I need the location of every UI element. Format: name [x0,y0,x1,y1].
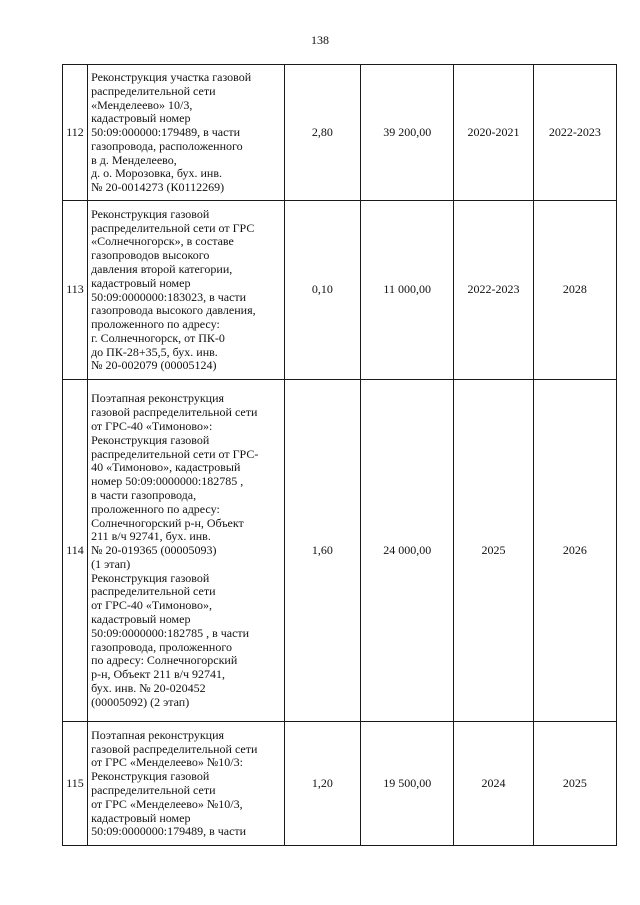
cost-cell: 19 500,00 [361,722,454,846]
object-name-line: кадастровый номер [91,275,191,290]
object-name-line: 211 в/ч 92741, бух. инв. [91,529,211,544]
length-cell: 2,80 [284,65,360,201]
object-name-line: 40 «Тимоново», кадастровый [91,460,241,475]
page-number: 138 [311,33,329,47]
object-name-line: газопроводов высокого [91,248,210,263]
cost-cell: 11 000,00 [361,201,454,380]
construction-years-cell: 2028 [533,201,616,380]
object-name-line: № 20-002079 (00005124) [91,358,217,373]
object-name-line: «Менделеево» 10/3, [91,97,193,112]
object-name-line: Реконструкция газовой [91,570,210,585]
projects-table-body [63,65,617,846]
object-name-line: от ГРС «Менделеево» №10/3, [91,796,243,811]
row-number-cell: 115 [63,722,88,846]
object-name-line: р-н, Объект 211 в/ч 92741, [91,667,226,682]
object-name-line: распределительной сети от ГРС- [91,446,259,461]
object-name-line: 50:09:0000000:182785 , в части [91,625,250,640]
object-name-line: Реконструкция газовой [91,206,210,221]
object-name-line: 50:09:000000:179489, в части [91,125,241,140]
object-name-line: № 20-019365 (00005093) [91,543,217,558]
object-name-line: проложенного по адресу: [91,501,220,516]
object-name-line: проложенного по адресу: [91,317,220,332]
object-name-line: (00005092) (2 этап) [91,694,190,709]
object-name-line: Солнечногорский р-н, Объект [91,515,244,530]
construction-years-cell: 2022-2023 [533,65,616,201]
object-name-line: газовой распределительной сети [91,405,258,420]
projects-table [62,64,617,846]
object-name-line: от ГРС-40 «Тимоново»: [91,418,213,433]
design-years-cell: 2025 [454,380,533,722]
object-name-line: газопровода, расположенного [91,138,243,153]
object-name-line: распределительной сети [91,83,216,98]
table-row [63,722,617,846]
object-name-line: Реконструкция газовой [91,769,210,784]
row-number-cell: 112 [63,65,88,201]
length-cell: 0,10 [284,201,360,380]
object-name-line: «Солнечногорск», в составе [91,234,234,249]
object-name-line: в д. Менделеево, [91,152,177,167]
object-name-line: распределительной сети от ГРС [91,220,255,235]
object-name-line: газовой распределительной сети [91,741,258,756]
design-years-cell: 2022-2023 [454,201,533,380]
object-name-cell [88,201,285,380]
object-name-line: кадастровый номер [91,612,191,627]
cost-cell: 24 000,00 [361,380,454,722]
length-cell: 1,60 [284,380,360,722]
object-name-line: газопровода высокого давления, [91,303,256,318]
table-row [63,201,617,380]
design-years-cell: 2020-2021 [454,65,533,201]
length-cell: 1,20 [284,722,360,846]
object-name-line: 50:09:0000000:179489, в части [91,824,247,839]
object-name-line: Реконструкция газовой [91,432,210,447]
object-name-line: Поэтапная реконструкция [91,391,225,406]
row-number-cell: 114 [63,380,88,722]
object-name-line: № 20-0014273 (К0112269) [91,180,225,195]
object-name-cell [88,65,285,201]
object-name-line: в части газопровода, [91,487,197,502]
object-name-line: кадастровый номер [91,810,191,825]
object-name-line: до ПК-28+35,5, бух. инв. [91,344,218,359]
object-name-line: (1 этап) [91,556,131,571]
object-name-line: номер 50:09:0000000:182785 , [91,474,244,489]
table-row [63,65,617,201]
object-name-line: кадастровый номер [91,111,191,126]
design-years-cell: 2024 [454,722,533,846]
object-name-cell [88,722,285,846]
object-name-line: Реконструкция участка газовой [91,69,252,84]
row-number-cell: 113 [63,201,88,380]
object-name-line: д. о. Морозовка, бух. инв. [91,166,223,181]
object-name-line: давления второй категории, [91,261,233,276]
table-row [63,380,617,722]
object-name-line: от ГРС «Менделеево» №10/3: [91,755,243,770]
object-name-line: 50:09:0000000:183023, в части [91,289,247,304]
object-name-line: от ГРС-40 «Тимоново», [91,598,212,613]
object-name-line: г. Солнечногорск, от ПК-0 [91,330,225,345]
object-name-line: бух. инв. № 20-020452 [91,681,206,696]
object-name-line: газопровода, проложенного [91,639,232,654]
construction-years-cell: 2025 [533,722,616,846]
object-name-line: Поэтапная реконструкция [91,727,225,742]
object-name-line: распределительной сети [91,584,216,599]
construction-years-cell: 2026 [533,380,616,722]
object-name-line: распределительной сети [91,783,216,797]
object-name-cell [88,380,285,722]
object-name-line: по адресу: Солнечногорский [91,653,238,668]
cost-cell: 39 200,00 [361,65,454,201]
